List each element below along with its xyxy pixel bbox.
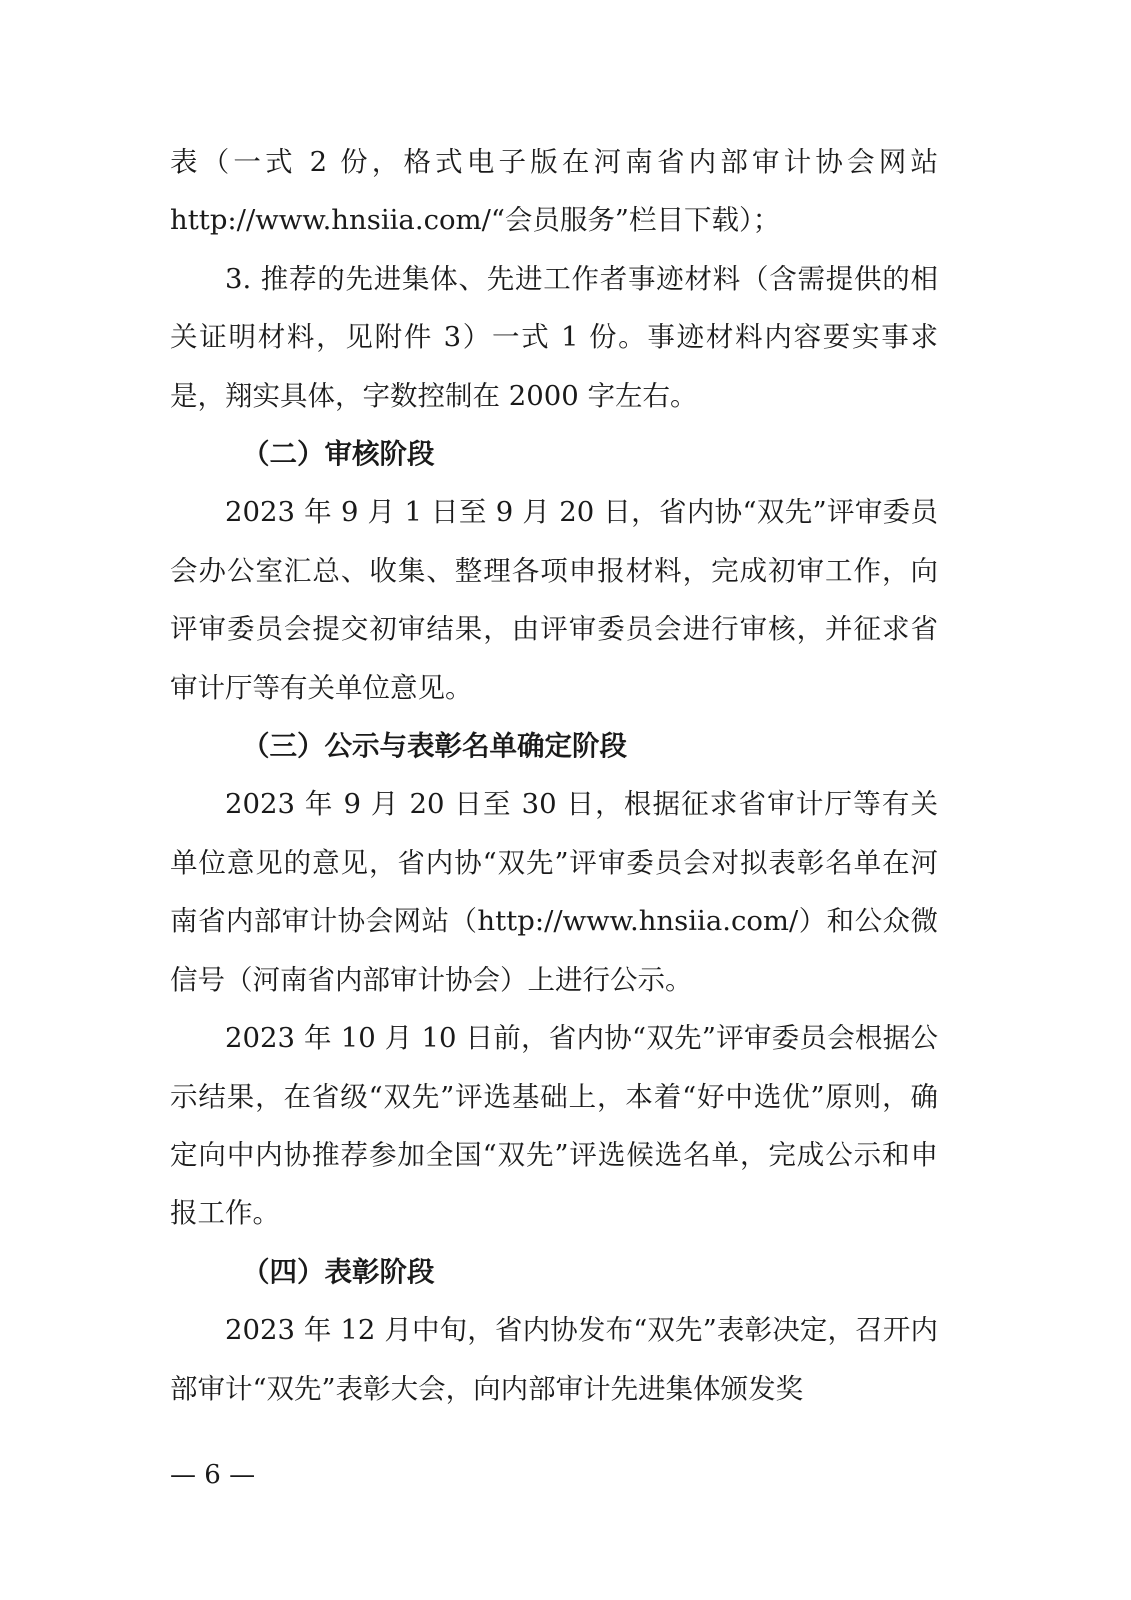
section-heading-review: （二）审核阶段 bbox=[242, 438, 435, 471]
paragraph-form-download: 表（一式 2 份，格式电子版在河南省内部审计协会网站 http://www.hnsiia.com/“会员服务”栏目下载）； bbox=[170, 146, 938, 237]
paragraph-commendation-stage: 2023 年 12 月中旬，省内协发布“双先”表彰决定，召开内部审计“双先”表彰大会，向内部审计先进集体颁发奖 bbox=[170, 1314, 938, 1405]
section-heading-publicity: （三）公示与表彰名单确定阶段 bbox=[242, 730, 627, 763]
paragraph-deeds-materials: 3. 推荐的先进集体、先进工作者事迹材料（含需提供的相关证明材料，见附件 3）一式 1 份。事迹材料内容要实事求是，翔实具体，字数控制在 2000 字左右。 bbox=[170, 262, 938, 412]
section-heading-commendation: （四）表彰阶段 bbox=[242, 1255, 435, 1288]
page-number: — 6 — bbox=[170, 1460, 256, 1490]
body-text bbox=[170, 133, 938, 1418]
paragraph-review-stage: 2023 年 9 月 1 日至 9 月 20 日，省内协“双先”评审委员会办公室汇总、收集、整理各项申报材料，完成初审工作，向评审委员会提交初审结果，由评审委员会进行审核，并征求省审计厅等有关单位意见。 bbox=[170, 496, 938, 704]
paragraph-national-recommendation: 2023 年 10 月 10 日前，省内协“双先”评审委员会根据公示结果，在省级“双先”评选基础上，本着“好中选优”原则，确定向中内协推荐参加全国“双先”评选候选名单，完成公示和申报工作。 bbox=[170, 1022, 938, 1230]
paragraph-publicity-stage: 2023 年 9 月 20 日至 30 日，根据征求省审计厅等有关单位意见的意见，省内协“双先”评审委员会对拟表彰名单在河南省内部审计协会网站（http://www.hnsiia.com/）和公众微信号（河南省内部审计协会）上进行公示。 bbox=[170, 788, 938, 996]
